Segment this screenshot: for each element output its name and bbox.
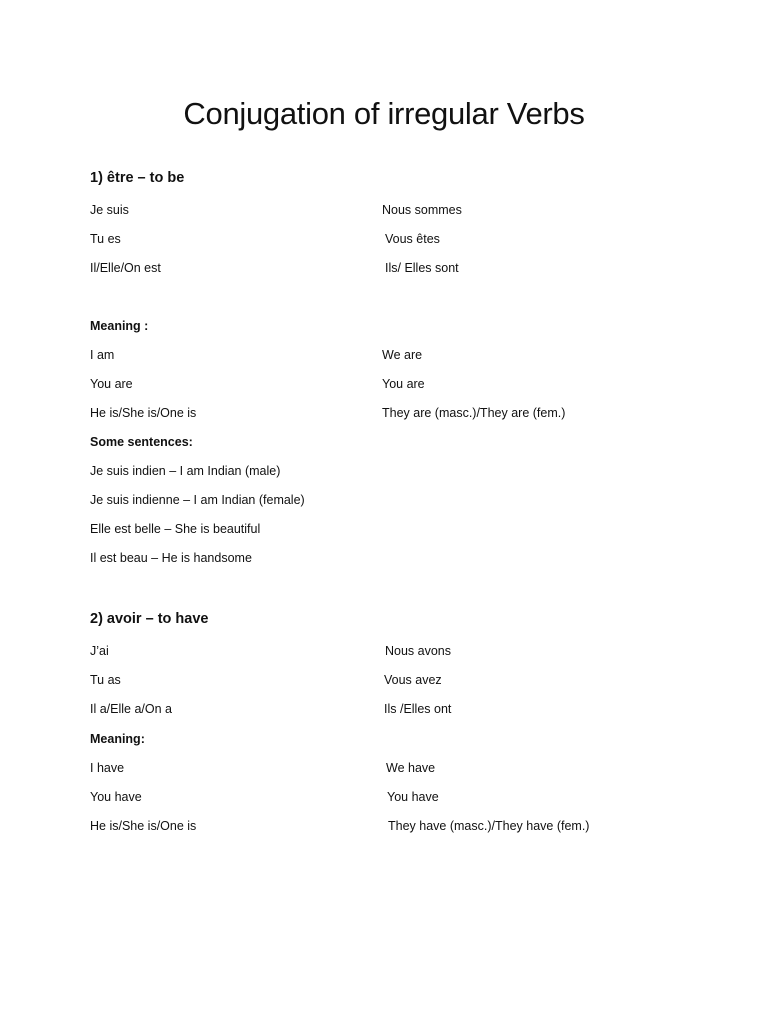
- section-heading-etre: 1) être – to be: [90, 170, 185, 186]
- etre-meaning-singular: You are: [90, 377, 133, 391]
- etre-conj-singular: Je suis: [90, 203, 129, 217]
- avoir-conj-plural: Ils /Elles ont: [384, 702, 452, 716]
- avoir-conj-singular: Tu as: [90, 673, 121, 687]
- example-sentence: Je suis indienne – I am Indian (female): [90, 493, 305, 507]
- avoir-meaning-singular: You have: [90, 790, 142, 804]
- avoir-conj-plural: Vous avez: [384, 673, 442, 687]
- avoir-conj-singular: Il a/Elle a/On a: [90, 702, 172, 716]
- etre-meaning-plural: They are (masc.)/They are (fem.): [382, 406, 566, 420]
- etre-meaning-plural: We are: [382, 348, 423, 362]
- etre-conj-singular: Il/Elle/On est: [90, 261, 161, 275]
- section-heading-avoir: 2) avoir – to have: [90, 611, 209, 627]
- avoir-conj-singular: J’ai: [90, 644, 109, 658]
- etre-conj-plural: Vous êtes: [385, 232, 440, 246]
- etre-conj-plural: Nous sommes: [382, 203, 462, 217]
- page-title: Conjugation of irregular Verbs: [183, 96, 585, 131]
- avoir-meaning-plural: We have: [386, 761, 436, 775]
- etre-sentences-label: Some sentences:: [90, 435, 193, 449]
- example-sentence: Elle est belle – She is beautiful: [90, 522, 261, 536]
- example-sentence: Il est beau – He is handsome: [90, 551, 252, 565]
- etre-meaning-plural: You are: [382, 377, 425, 391]
- avoir-meaning-plural: They have (masc.)/They have (fem.): [388, 819, 590, 833]
- avoir-meaning-plural: You have: [387, 790, 439, 804]
- etre-meaning-singular: He is/She is/One is: [90, 406, 197, 420]
- avoir-meaning-singular: I have: [90, 761, 125, 775]
- etre-meaning-label: Meaning :: [90, 319, 149, 333]
- etre-conj-singular: Tu es: [90, 232, 121, 246]
- etre-meaning-singular: I am: [90, 348, 115, 362]
- avoir-meaning-label: Meaning:: [90, 732, 145, 746]
- avoir-conj-plural: Nous avons: [385, 644, 452, 658]
- avoir-meaning-singular: He is/She is/One is: [90, 819, 197, 833]
- etre-conj-plural: Ils/ Elles sont: [385, 261, 459, 275]
- example-sentence: Je suis indien – I am Indian (male): [90, 464, 281, 478]
